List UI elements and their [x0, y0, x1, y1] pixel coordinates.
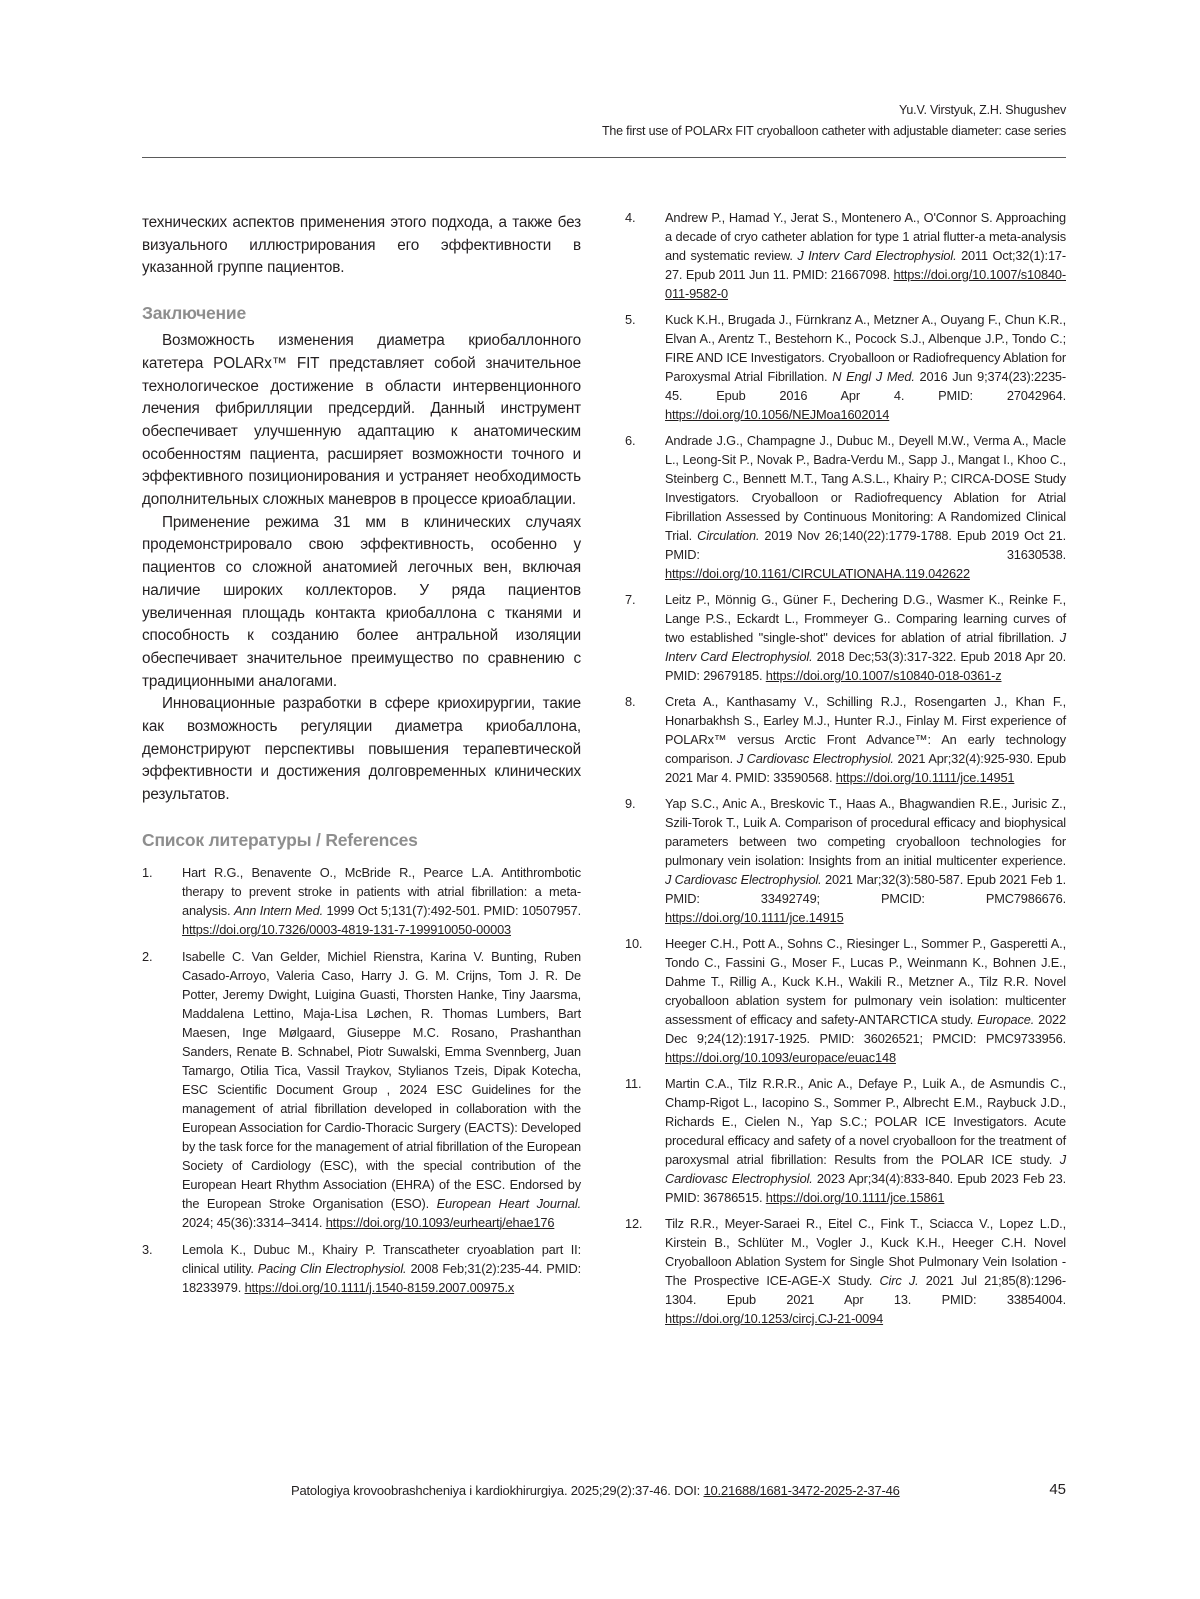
running-head-title: The first use of POLARx FIT cryoballoon catheter with adjustable diameter: case series [601, 124, 1066, 138]
page-number: 45 [1049, 1481, 1066, 1498]
journal-name: J Cardiovasc Electrophysiol. [736, 751, 894, 766]
reference-item: 8. Creta A., Kanthasamy V., Schilling R.J., Rosengarten J., Khan F., Honarbakhsh S., Earley M.J., Hunter R.J., Finlay M. First experience of POLARx™ versus Arctic Front Advance™: An early technology comparison. J Cardiovasc Electrophysiol. 2021 Apr;32(4):925-930. Epub 2021 Mar 4. PMID: 33590568. https://doi.org/10.1111/jce.14951 [625, 694, 1066, 785]
reference-number: 1. [142, 864, 153, 880]
journal-name: Circulation. [697, 528, 760, 543]
journal-name: J Cardiovasc Electrophysiol. [665, 872, 822, 887]
reference-item: 2. Isabelle C. Van Gelder, Michiel Rienstra, Karina V. Bunting, Ruben Casado-Arroyo, Valeria Caso, Harry J. G. M. Crijns, Tom J. R. De Potter, Jeremy Dwight, Luigina Guasti, Thorsten Hanke, Tiny Jaarsma, Maddalena Lettino, Maja-Lisa Løchen, R. Thomas Lumbers, Bart Maesen, Inge Mølgaard, Giuseppe M.C. Rosano, Prashanthan Sanders, Renate B. Schnabel, Piotr Suwalski, Emma Svennberg, Juan Tamargo, Otilia Tica, Vassil Traykov, Stylianos Tzeis, Dipak Kotecha, ESC Scientific Document Group , 2024 ESC Guidelines for the management of atrial fibrillation developed in collaboration with the European Association for Cardio-Thoracic Surgery (EACTS): Developed by the task force for the management of atrial fibrillation of the European Society of Cardiology (ESC), with the special contribution of the European Heart Rhythm Association (EHRA) of the ESC. Endorsed by the European Stroke Organisation (ESO). European Heart Journal. 2024; 45(36):3314–3414. https://doi.org/10.1093/eurheartj/ehae176 [142, 948, 581, 1230]
reference-number: 5. [625, 312, 636, 327]
doi-link[interactable]: https://doi.org/10.1007/s10840-018-0361-z [765, 668, 1002, 683]
reference-item: 11. Martin C.A., Tilz R.R.R., Anic A., Defaye P., Luik A., de Asmundis C., Champ-Rigot L., Iacopino S., Sommer P., Albrecht E.M., Raybuck J.D., Richards E., Cielen N., Yap S.C.; POLAR ICE Investigators. Acute procedural efficacy and safety of a novel cryoballoon for the treatment of paroxysmal atrial fibrillation: Results from the POLAR ICE study. J Cardiovasc Electrophysiol. 2023 Apr;34(4):833-840. Epub 2023 Feb 23. PMID: 36786515. https://doi.org/10.1111/jce.15861 [625, 1076, 1066, 1205]
journal-name: Pacing Clin Electrophysiol. [257, 1260, 407, 1276]
doi-link[interactable]: https://doi.org/10.1093/eurheartj/ehae176 [325, 1214, 555, 1230]
reference-item: 3. Lemola K., Dubuc M., Khairy P. Transcatheter cryoablation part II: clinical utility. Pacing Clin Electrophysiol. 2008 Feb;31(2):235-44. PMID: 18233979. https://doi.org/10.1111/j.1540-8159.2007.00975.x [142, 1241, 582, 1295]
journal-name: Ann Intern Med. [233, 902, 323, 918]
journal-name: J Interv Card Electrophysiol. [797, 248, 957, 263]
journal-name: N Engl J Med. [832, 369, 915, 384]
reference-number: 2. [142, 948, 153, 964]
left-column [142, 212, 581, 1305]
journal-citation: Patologiya krovoobrashcheniya i kardiokhirurgiya. 2025;29(2):37-46. DOI: [291, 1483, 704, 1498]
footer-doi-link[interactable]: 10.21688/1681-3472-2025-2-37-46 [703, 1483, 900, 1498]
reference-number: 6. [625, 433, 636, 448]
doi-link[interactable]: https://doi.org/10.1111/jce.15861 [765, 1190, 945, 1205]
doi-link[interactable]: https://doi.org/10.1111/jce.14951 [835, 770, 1015, 785]
reference-number: 12. [625, 1216, 643, 1231]
reference-number: 4. [625, 210, 636, 225]
conclusion-paragraph: Возможность изменения диаметра криобаллонного катетера POLARx™ FIT представляет собой значительное технологическое достижение в области интервенционного лечения фибрилляции предсердий. Данный инструмент обеспечивает улучшенную адаптацию к анатомическим особенностям пациента, расширяет возможности точного и эффективного позиционирования и устраняет необходимость дополнительных сложных маневров в процессе криоаблации. [142, 332, 581, 509]
running-head [602, 100, 1066, 142]
doi-link[interactable]: https://doi.org/10.1161/CIRCULATIONAHA.119.042622 [665, 566, 970, 581]
references-heading: Список литературы / References [142, 829, 418, 850]
reference-item: 10. Heeger C.H., Pott A., Sohns C., Riesinger L., Sommer P., Gasperetti A., Tondo C., Fassini G., Moser F., Lucas P., Weinmann K., Bohnen J.E., Dahme T., Rillig A., Kuck K.H., Wakili R., Metzner A., Tilz R.R. Novel cryoballoon ablation system for pulmonary vein isolation: multicenter assessment of efficacy and safety-ANTARCTICA study. Europace. 2022 Dec 9;24(12):1917-1925. PMID: 36026521; PMCID: PMC9733956. https://doi.org/10.1093/europace/euac148 [625, 936, 1066, 1065]
doi-link[interactable]: https://doi.org/10.1111/jce.14915 [665, 910, 844, 925]
journal-name: Europace. [977, 1012, 1035, 1027]
reference-number: 7. [625, 592, 636, 607]
doi-link[interactable]: https://doi.org/10.1093/europace/euac148 [665, 1050, 896, 1065]
journal-name: J Cardiovasc Electrophysiol. [665, 1152, 1066, 1186]
reference-number: 3. [142, 1241, 153, 1257]
reference-number: 10. [625, 936, 643, 951]
reference-item: 12. Tilz R.R., Meyer-Saraei R., Eitel C., Fink T., Sciacca V., Lopez L.D., Kirstein B., Schlüter M., Vogler J., Kuck K.H., Heeger C.H. Novel Cryoballoon Ablation System for Single Shot Pulmonary Vein Isolation - The Prospective ICE-AGE-X Study. Circ J. 2021 Jul 21;85(8):1296-1304. Epub 2021 Apr 13. PMID: 33854004. https://doi.org/10.1253/circj.CJ-21-0094 [625, 1216, 1066, 1326]
journal-name: J Interv Card Electrophysiol. [665, 630, 1066, 664]
doi-link[interactable]: https://doi.org/10.7326/0003-4819-131-7-199910050-00003 [182, 921, 512, 937]
reference-number: 8. [625, 694, 636, 709]
conclusion-paragraph: Применение режима 31 мм в клинических случаях продемонстрировало свою эффективность, особенно у пациентов со сложной анатомией легочных вен, включая наличие широких коллекторов. У ряда пациентов увеличенная площадь контакта криобаллона с тканями и способность к созданию более антральной изоляции обеспечивает значительное преимущество по сравнению с традиционными аналогами. [142, 513, 581, 690]
reference-number: 11. [625, 1076, 642, 1091]
body-text [142, 212, 581, 280]
doi-link[interactable]: https://doi.org/10.1253/circj.CJ-21-0094 [665, 1311, 884, 1326]
doi-link[interactable]: https://doi.org/10.1007/s10840-011-9582-0 [665, 267, 1066, 301]
doi-link[interactable]: https://doi.org/10.1111/j.1540-8159.2007.00975.x [244, 1279, 515, 1295]
right-column [625, 208, 1066, 1335]
doi-link[interactable]: https://doi.org/10.1056/NEJMoa1602014 [665, 407, 890, 422]
journal-name: Circ J. [879, 1273, 919, 1288]
conclusion-paragraph: Инновационные разработки в сфере криохирургии, такие как возможность регуляции диаметра криобаллона, демонстрируют перспективы повышения терапевтической эффективности и достижения долговременных клинических результатов. [142, 695, 581, 804]
intro-paragraph: технических аспектов применения этого подхода, а также без визуального иллюстрирования его эффективности в указанной группе пациентов. [142, 214, 581, 277]
conclusion-heading: Заключение [142, 303, 247, 324]
reference-item: 1. Hart R.G., Benavente O., McBride R., Pearce L.A. Antithrombotic therapy to prevent stroke in patients with atrial fibrillation: a meta-analysis. Ann Intern Med. 1999 Oct 5;131(7):492-501. PMID: 10507957. https://doi.org/10.7326/0003-4819-131-7-199910050-00003 [142, 864, 582, 937]
reference-item: 7. Leitz P., Mönnig G., Güner F., Dechering D.G., Wasmer K., Reinke F., Lange P.S., Eckardt L., Frommeyer G.. Comparing learning curves of two established "single-shot" devices for ablation of atrial fibrillation. J Interv Card Electrophysiol. 2018 Dec;53(3):317-322. Epub 2018 Apr 20. PMID: 29679185. https://doi.org/10.1007/s10840-018-0361-z [625, 592, 1066, 683]
reference-item: 6. Andrade J.G., Champagne J., Dubuc M., Deyell M.W., Verma A., Macle L., Leong-Sit P., Novak P., Badra-Verdu M., Sapp J., Mangat I., Khoo C., Steinberg C., Bennett M.T., Tang A.S.L., Khairy P.; CIRCA-DOSE Study Investigators. Cryoballoon or Radiofrequency Ablation for Atrial Fibrillation Assessed by Continuous Monitoring: A Randomized Clinical Trial. Circulation. 2019 Nov 26;140(22):1779-1788. Epub 2019 Oct 21. PMID: 31630538. https://doi.org/10.1161/CIRCULATIONAHA.119.042622 [625, 433, 1067, 581]
journal-name: European Heart Journal. [436, 1195, 581, 1211]
reference-number: 9. [625, 796, 636, 811]
header-divider [142, 157, 1066, 158]
footer-citation [291, 1482, 900, 1500]
reference-item: 5. Kuck K.H., Brugada J., Fürnkranz A., Metzner A., Ouyang F., Chun K.R., Elvan A., Arentz T., Bestehorn K., Pocock S.J., Albenque J.P., Tondo C.; FIRE AND ICE Investigators. Cryoballoon or Radiofrequency Ablation for Paroxysmal Atrial Fibrillation. N Engl J Med. 2016 Jun 9;374(23):2235-45. Epub 2016 Apr 4. PMID: 27042964. https://doi.org/10.1056/NEJMoa1602014 [625, 312, 1066, 422]
reference-item: 9. Yap S.C., Anic A., Breskovic T., Haas A., Bhagwandien R.E., Jurisic Z., Szili-Torok T., Luik A. Comparison of procedural efficacy and biophysical parameters between two competing cryoballoon technologies for pulmonary vein isolation: Insights from an initial multicenter experience. J Cardiovasc Electrophysiol. 2021 Mar;32(3):580-587. Epub 2021 Feb 1. PMID: 33492749; PMCID: PMC7986676. https://doi.org/10.1111/jce.14915 [625, 796, 1066, 925]
reference-item: 4. Andrew P., Hamad Y., Jerat S., Montenero A., O'Connor S. Approaching a decade of cryo catheter ablation for type 1 atrial flutter-a meta-analysis and systematic review. J Interv Card Electrophysiol. 2011 Oct;32(1):17-27. Epub 2011 Jun 11. PMID: 21667098. https://doi.org/10.1007/s10840-011-9582-0 [625, 210, 1066, 301]
conclusion-text [142, 330, 581, 807]
running-head-authors: Yu.V. Virstyuk, Z.H. Shugushev [898, 103, 1066, 117]
